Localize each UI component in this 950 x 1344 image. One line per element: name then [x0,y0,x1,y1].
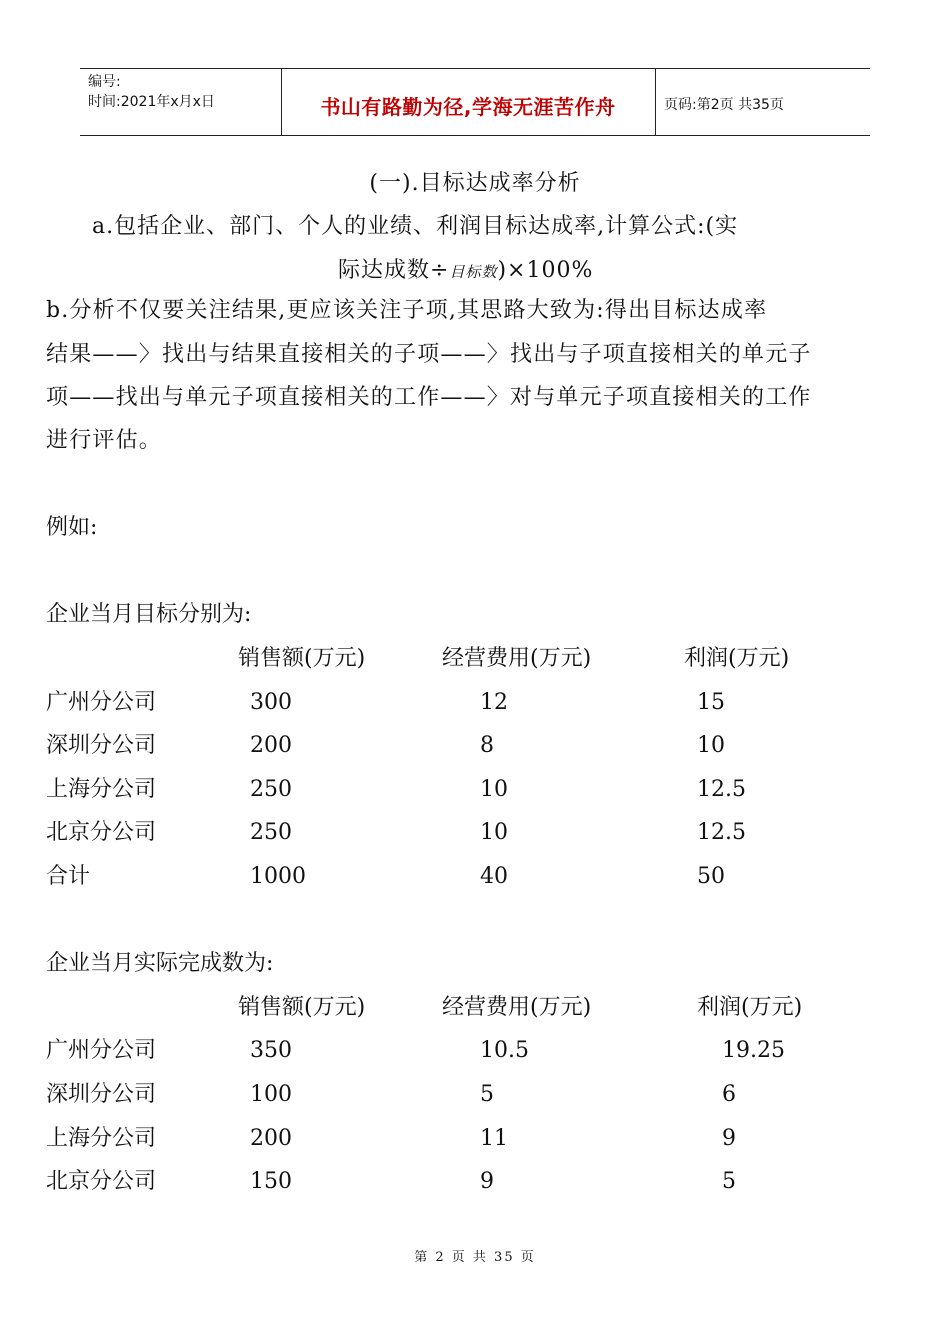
header-meta [88,72,215,112]
actual-row-profit: 5 [722,1169,736,1194]
para-b-line3: 项——找出与单元子项直接相关的工作——〉对与单元子项直接相关的工作 [46,385,812,410]
example-label: 例如: [46,515,98,540]
target-row-cost: 8 [480,733,494,758]
para-b-line4: 进行评估。 [46,428,163,453]
page-footer: 第 2 页 共 35 页 [414,1250,536,1265]
target-row-profit: 12.5 [697,777,746,802]
para-a-line1: a.包括企业、部门、个人的业绩、利润目标达成率,计算公式:(实 [92,214,739,239]
actual-row-cost: 5 [480,1082,494,1107]
target-row-sales: 200 [250,733,292,758]
actual-header-sales: 销售额(万元) [238,995,366,1020]
actual-row-profit: 9 [722,1126,736,1151]
formula-tail: )×100% [497,258,594,283]
actual-row-cost: 10.5 [480,1038,529,1063]
header-motto: 书山有路勤为径,学海无涯苦作舟 [320,95,616,119]
target-row-profit: 50 [697,864,725,889]
actual-row-sales: 200 [250,1126,292,1151]
actual-row-name: 深圳分公司 [46,1082,157,1107]
target-row-name: 上海分公司 [46,777,157,802]
target-row-profit: 10 [697,733,725,758]
target-header-sales: 销售额(万元) [238,646,366,671]
target-row-name: 深圳分公司 [46,733,157,758]
target-row-name: 北京分公司 [46,820,157,845]
header-top-rule [80,68,870,69]
header-bottom-rule [80,135,870,136]
target-row-sales: 1000 [250,864,306,889]
actual-row-sales: 150 [250,1169,292,1194]
actual-row-sales: 100 [250,1082,292,1107]
actual-header-profit: 利润(万元) [697,995,803,1020]
para-b-line1: b.分析不仅要关注结果,更应该关注子项,其思路大致为:得出目标达成率 [46,298,768,323]
actual-row-name: 广州分公司 [46,1038,157,1063]
para-b-line2: 结果——〉找出与结果直接相关的子项——〉找出与子项直接相关的单元子 [46,342,812,367]
para-a-line2 [338,256,593,287]
actual-header-cost: 经营费用(万元) [442,995,592,1020]
actual-row-name: 北京分公司 [46,1169,157,1194]
target-row-cost: 12 [480,690,508,715]
actual-row-cost: 11 [480,1126,508,1151]
actual-row-sales: 350 [250,1038,292,1063]
actual-row-name: 上海分公司 [46,1126,157,1151]
target-row-profit: 12.5 [697,820,746,845]
header-number-label: 编号: [88,74,121,90]
header-divider-right [655,68,656,135]
formula-numerator: 际达成数÷ [338,258,450,283]
formula-denominator: 目标数 [449,263,498,281]
target-header-profit: 利润(万元) [684,646,790,671]
target-row-cost: 10 [480,777,508,802]
target-row-profit: 15 [697,690,725,715]
target-header-cost: 经营费用(万元) [442,646,592,671]
target-row-name: 合计 [46,864,91,889]
target-table-caption: 企业当月目标分别为: [46,602,252,627]
target-row-name: 广州分公司 [46,690,157,715]
header-page-info: 页码:第2页 共35页 [664,97,784,113]
target-row-sales: 250 [250,820,292,845]
actual-row-profit: 19.25 [722,1038,785,1063]
target-row-sales: 250 [250,777,292,802]
target-row-cost: 40 [480,864,508,889]
actual-row-cost: 9 [480,1169,494,1194]
target-row-cost: 10 [480,820,508,845]
section-title: (一).目标达成率分析 [369,171,581,196]
header-time-label: 时间:2021年x月x日 [88,94,215,110]
actual-table-caption: 企业当月实际完成数为: [46,951,274,976]
target-row-sales: 300 [250,690,292,715]
actual-row-profit: 6 [722,1082,736,1107]
